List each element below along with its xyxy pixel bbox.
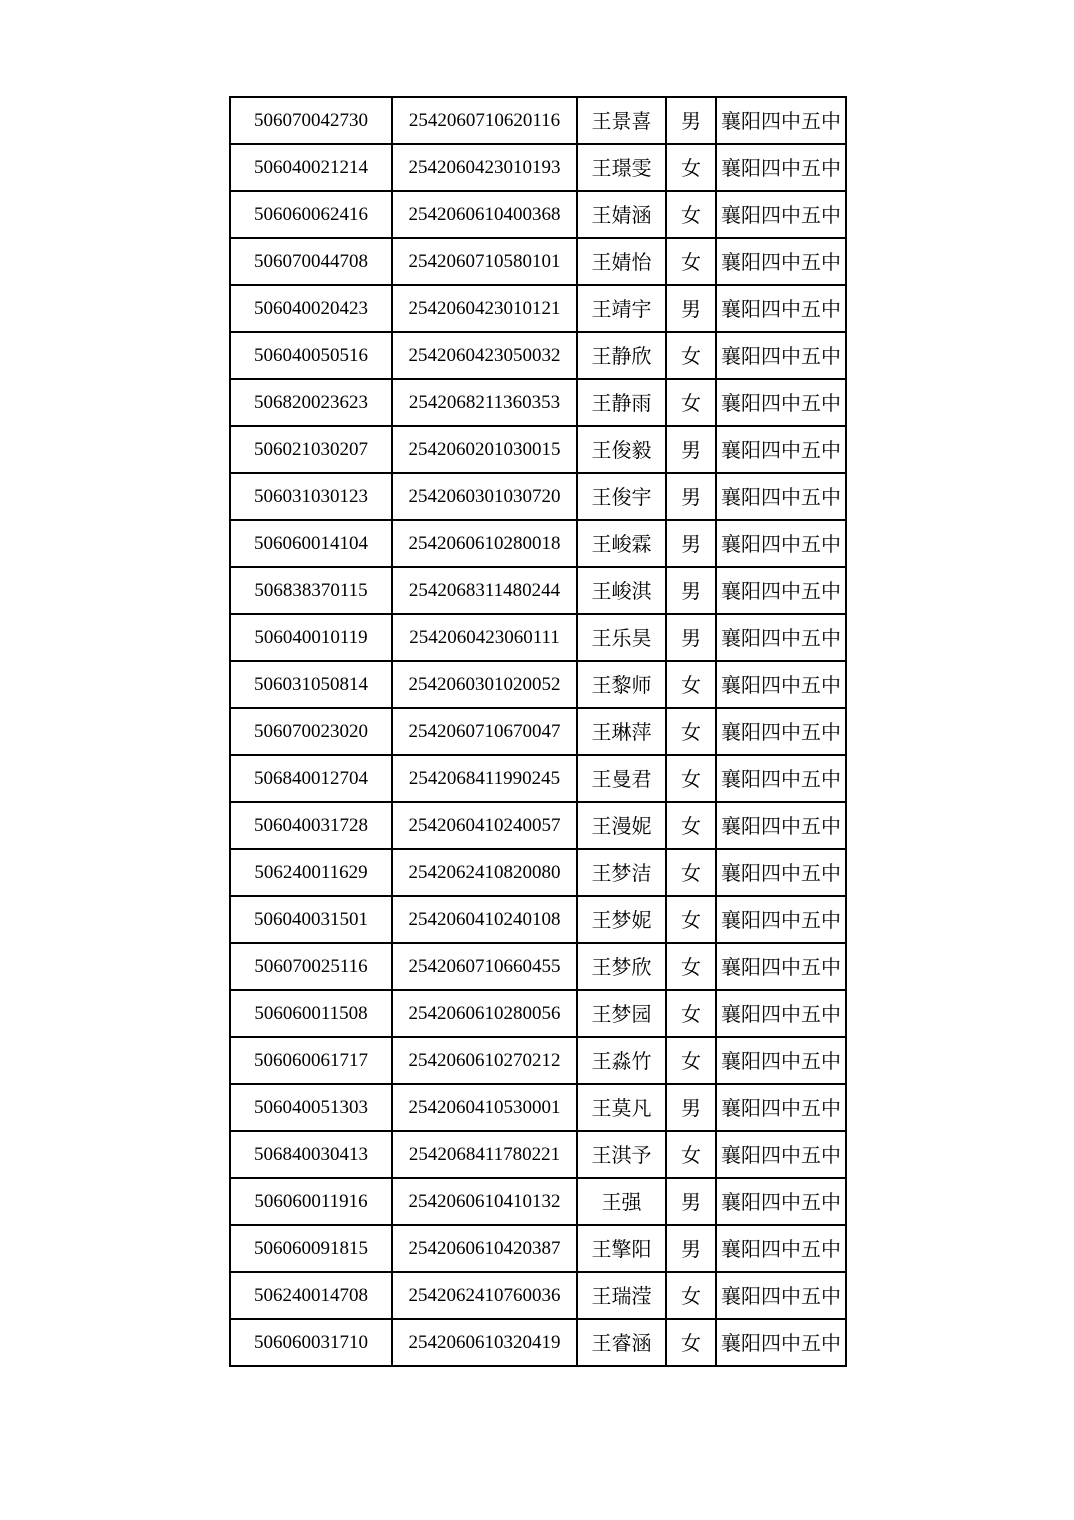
exam-id-cell: 506070023020 (230, 708, 392, 755)
school-cell: 襄阳四中五中 (716, 238, 846, 285)
exam-id-cell: 506040031728 (230, 802, 392, 849)
registration-number-cell: 2542060610410132 (392, 1178, 577, 1225)
student-name-cell: 王俊毅 (577, 426, 666, 473)
registration-number-cell: 2542060423010121 (392, 285, 577, 332)
gender-cell: 男 (666, 1084, 716, 1131)
registration-number-cell: 2542068411780221 (392, 1131, 577, 1178)
exam-id-cell: 506060011508 (230, 990, 392, 1037)
table-row (230, 567, 846, 614)
registration-number-cell: 2542060710620116 (392, 97, 577, 144)
student-name-cell: 王婧怡 (577, 238, 666, 285)
student-name-cell: 王淇予 (577, 1131, 666, 1178)
school-cell: 襄阳四中五中 (716, 97, 846, 144)
table-row (230, 1131, 846, 1178)
exam-id-cell: 506820023623 (230, 379, 392, 426)
gender-cell: 女 (666, 1319, 716, 1366)
gender-cell: 女 (666, 1037, 716, 1084)
student-name-cell: 王瑞滢 (577, 1272, 666, 1319)
student-name-cell: 王乐昊 (577, 614, 666, 661)
school-cell: 襄阳四中五中 (716, 191, 846, 238)
gender-cell: 男 (666, 520, 716, 567)
table-row (230, 661, 846, 708)
table-row (230, 1084, 846, 1131)
registration-number-cell: 2542060610280018 (392, 520, 577, 567)
student-name-cell: 王睿涵 (577, 1319, 666, 1366)
student-name-cell: 王淼竹 (577, 1037, 666, 1084)
school-cell: 襄阳四中五中 (716, 567, 846, 614)
table-row (230, 285, 846, 332)
gender-cell: 女 (666, 379, 716, 426)
exam-id-cell: 506060061717 (230, 1037, 392, 1084)
gender-cell: 女 (666, 191, 716, 238)
gender-cell: 男 (666, 285, 716, 332)
table-row (230, 614, 846, 661)
table-row (230, 896, 846, 943)
table-row (230, 379, 846, 426)
student-name-cell: 王强 (577, 1178, 666, 1225)
table-row (230, 802, 846, 849)
student-name-cell: 王婧涵 (577, 191, 666, 238)
table-row (230, 943, 846, 990)
student-name-cell: 王靖宇 (577, 285, 666, 332)
registration-number-cell: 2542062410760036 (392, 1272, 577, 1319)
student-name-cell: 王静欣 (577, 332, 666, 379)
registration-number-cell: 2542060610280056 (392, 990, 577, 1037)
table-row (230, 1037, 846, 1084)
school-cell: 襄阳四中五中 (716, 1084, 846, 1131)
registration-number-cell: 2542068411990245 (392, 755, 577, 802)
school-cell: 襄阳四中五中 (716, 1037, 846, 1084)
table-row (230, 144, 846, 191)
gender-cell: 男 (666, 614, 716, 661)
table-row (230, 238, 846, 285)
student-name-cell: 王峻霖 (577, 520, 666, 567)
exam-id-cell: 506021030207 (230, 426, 392, 473)
school-cell: 襄阳四中五中 (716, 1131, 846, 1178)
exam-id-cell: 506060014104 (230, 520, 392, 567)
school-cell: 襄阳四中五中 (716, 661, 846, 708)
student-name-cell: 王黎师 (577, 661, 666, 708)
student-roster-table (229, 96, 847, 1367)
table-row (230, 191, 846, 238)
registration-number-cell: 2542060710670047 (392, 708, 577, 755)
student-name-cell: 王梦妮 (577, 896, 666, 943)
exam-id-cell: 506040031501 (230, 896, 392, 943)
registration-number-cell: 2542060423060111 (392, 614, 577, 661)
student-name-cell: 王梦欣 (577, 943, 666, 990)
exam-id-cell: 506031030123 (230, 473, 392, 520)
school-cell: 襄阳四中五中 (716, 614, 846, 661)
gender-cell: 女 (666, 332, 716, 379)
school-cell: 襄阳四中五中 (716, 943, 846, 990)
gender-cell: 男 (666, 97, 716, 144)
gender-cell: 女 (666, 661, 716, 708)
school-cell: 襄阳四中五中 (716, 708, 846, 755)
gender-cell: 女 (666, 708, 716, 755)
student-name-cell: 王曼君 (577, 755, 666, 802)
school-cell: 襄阳四中五中 (716, 1225, 846, 1272)
school-cell: 襄阳四中五中 (716, 1178, 846, 1225)
gender-cell: 男 (666, 567, 716, 614)
gender-cell: 女 (666, 238, 716, 285)
school-cell: 襄阳四中五中 (716, 990, 846, 1037)
school-cell: 襄阳四中五中 (716, 426, 846, 473)
registration-number-cell: 2542060710580101 (392, 238, 577, 285)
registration-number-cell: 2542060610420387 (392, 1225, 577, 1272)
registration-number-cell: 2542060301030720 (392, 473, 577, 520)
registration-number-cell: 2542060610320419 (392, 1319, 577, 1366)
student-name-cell: 王峻淇 (577, 567, 666, 614)
exam-id-cell: 506060011916 (230, 1178, 392, 1225)
table-row (230, 849, 846, 896)
registration-number-cell: 2542060201030015 (392, 426, 577, 473)
student-name-cell: 王莫凡 (577, 1084, 666, 1131)
table-row (230, 520, 846, 567)
exam-id-cell: 506040020423 (230, 285, 392, 332)
registration-number-cell: 2542060610400368 (392, 191, 577, 238)
gender-cell: 女 (666, 1272, 716, 1319)
exam-id-cell: 506070044708 (230, 238, 392, 285)
exam-id-cell: 506040050516 (230, 332, 392, 379)
school-cell: 襄阳四中五中 (716, 896, 846, 943)
registration-number-cell: 2542062410820080 (392, 849, 577, 896)
school-cell: 襄阳四中五中 (716, 849, 846, 896)
exam-id-cell: 506240014708 (230, 1272, 392, 1319)
registration-number-cell: 2542060301020052 (392, 661, 577, 708)
exam-id-cell: 506240011629 (230, 849, 392, 896)
registration-number-cell: 2542060610270212 (392, 1037, 577, 1084)
table-row (230, 990, 846, 1037)
exam-id-cell: 506060091815 (230, 1225, 392, 1272)
student-name-cell: 王景喜 (577, 97, 666, 144)
exam-id-cell: 506040051303 (230, 1084, 392, 1131)
table-row (230, 332, 846, 379)
student-name-cell: 王俊宇 (577, 473, 666, 520)
exam-id-cell: 506060062416 (230, 191, 392, 238)
student-name-cell: 王擎阳 (577, 1225, 666, 1272)
student-name-cell: 王璟雯 (577, 144, 666, 191)
exam-id-cell: 506040010119 (230, 614, 392, 661)
registration-number-cell: 2542060410240108 (392, 896, 577, 943)
student-name-cell: 王梦洁 (577, 849, 666, 896)
student-name-cell: 王静雨 (577, 379, 666, 426)
gender-cell: 女 (666, 802, 716, 849)
gender-cell: 男 (666, 1178, 716, 1225)
gender-cell: 女 (666, 896, 716, 943)
gender-cell: 男 (666, 473, 716, 520)
table-row (230, 1319, 846, 1366)
gender-cell: 男 (666, 426, 716, 473)
gender-cell: 女 (666, 755, 716, 802)
table-row (230, 1225, 846, 1272)
exam-id-cell: 506840030413 (230, 1131, 392, 1178)
registration-number-cell: 2542060710660455 (392, 943, 577, 990)
registration-number-cell: 2542060423010193 (392, 144, 577, 191)
exam-id-cell: 506070042730 (230, 97, 392, 144)
school-cell: 襄阳四中五中 (716, 473, 846, 520)
student-name-cell: 王梦园 (577, 990, 666, 1037)
student-name-cell: 王漫妮 (577, 802, 666, 849)
table-row (230, 1272, 846, 1319)
registration-number-cell: 2542060410240057 (392, 802, 577, 849)
exam-id-cell: 506840012704 (230, 755, 392, 802)
school-cell: 襄阳四中五中 (716, 1272, 846, 1319)
table-row (230, 473, 846, 520)
exam-id-cell: 506838370115 (230, 567, 392, 614)
school-cell: 襄阳四中五中 (716, 802, 846, 849)
registration-number-cell: 2542068311480244 (392, 567, 577, 614)
gender-cell: 女 (666, 990, 716, 1037)
school-cell: 襄阳四中五中 (716, 379, 846, 426)
school-cell: 襄阳四中五中 (716, 1319, 846, 1366)
roster-table-body (230, 97, 846, 1366)
exam-id-cell: 506060031710 (230, 1319, 392, 1366)
gender-cell: 男 (666, 1225, 716, 1272)
school-cell: 襄阳四中五中 (716, 520, 846, 567)
gender-cell: 女 (666, 1131, 716, 1178)
exam-id-cell: 506031050814 (230, 661, 392, 708)
student-name-cell: 王琳萍 (577, 708, 666, 755)
table-row (230, 97, 846, 144)
school-cell: 襄阳四中五中 (716, 144, 846, 191)
gender-cell: 女 (666, 943, 716, 990)
table-row (230, 755, 846, 802)
table-row (230, 708, 846, 755)
registration-number-cell: 2542068211360353 (392, 379, 577, 426)
school-cell: 襄阳四中五中 (716, 285, 846, 332)
registration-number-cell: 2542060423050032 (392, 332, 577, 379)
gender-cell: 女 (666, 144, 716, 191)
table-row (230, 1178, 846, 1225)
exam-id-cell: 506070025116 (230, 943, 392, 990)
school-cell: 襄阳四中五中 (716, 332, 846, 379)
table-row (230, 426, 846, 473)
school-cell: 襄阳四中五中 (716, 755, 846, 802)
gender-cell: 女 (666, 849, 716, 896)
exam-id-cell: 506040021214 (230, 144, 392, 191)
registration-number-cell: 2542060410530001 (392, 1084, 577, 1131)
